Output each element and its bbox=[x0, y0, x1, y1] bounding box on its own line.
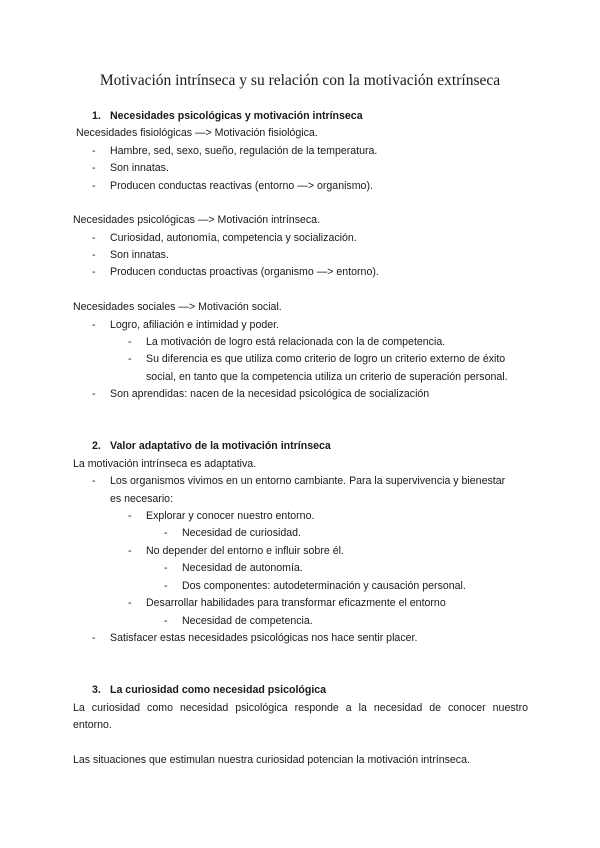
list-item: Producen conductas reactivas (entorno —> organismo). bbox=[110, 180, 373, 192]
dash-bullet: - bbox=[164, 580, 168, 592]
dash-bullet: - bbox=[92, 180, 96, 192]
dash-bullet: - bbox=[92, 162, 96, 174]
sub-sub-list-item: Necesidad de competencia. bbox=[182, 615, 313, 627]
sub-sub-list-item: Dos componentes: autodeterminación y causación personal. bbox=[182, 580, 466, 592]
paragraph-line: La curiosidad como necesidad psicológica responde a la necesidad de conocer nuestro bbox=[73, 702, 528, 714]
list-item: Son innatas. bbox=[110, 249, 169, 261]
section-1-title: Necesidades psicológicas y motivación intrínseca bbox=[110, 110, 363, 122]
list-item: Hambre, sed, sexo, sueño, regulación de la temperatura. bbox=[110, 145, 378, 157]
dash-bullet: - bbox=[92, 145, 96, 157]
list-item: Producen conductas proactivas (organismo —> entorno). bbox=[110, 266, 379, 278]
sub-sub-list-item: Necesidad de curiosidad. bbox=[182, 527, 301, 539]
dash-bullet: - bbox=[128, 510, 132, 522]
paragraph-line: entorno. bbox=[73, 719, 112, 731]
dash-bullet: - bbox=[92, 232, 96, 244]
list-item: Los organismos vivimos en un entorno cambiante. Para la supervivencia y bienestar bbox=[110, 475, 506, 487]
sub-sub-list-item: Necesidad de autonomía. bbox=[182, 562, 303, 574]
section-1-heading bbox=[92, 108, 363, 126]
dash-bullet: - bbox=[92, 632, 96, 644]
dash-bullet: - bbox=[164, 615, 168, 627]
social-needs-intro: Necesidades sociales —> Motivación social. bbox=[73, 301, 282, 313]
list-item: Satisfacer estas necesidades psicológicas nos hace sentir placer. bbox=[110, 632, 418, 644]
psychological-needs-intro: Necesidades psicológicas —> Motivación intrínseca. bbox=[73, 214, 321, 226]
section-2-number: 2. bbox=[92, 440, 101, 452]
sub-list-item: Desarrollar habilidades para transformar eficazmente el entorno bbox=[146, 597, 446, 609]
list-item: Son aprendidas: nacen de la necesidad psicológica de socialización bbox=[110, 388, 430, 400]
paragraph: Las situaciones que estimulan nuestra curiosidad potencian la motivación intrínseca. bbox=[73, 754, 470, 766]
section-2-intro: La motivación intrínseca es adaptativa. bbox=[73, 458, 257, 470]
section-1-number: 1. bbox=[92, 110, 101, 122]
list-item: Logro, afiliación e intimidad y poder. bbox=[110, 319, 280, 331]
section-3-heading bbox=[92, 682, 326, 700]
dash-bullet: - bbox=[92, 249, 96, 261]
list-item-continuation: es necesario: bbox=[110, 493, 174, 505]
dash-bullet: - bbox=[92, 319, 96, 331]
list-item: Son innatas. bbox=[110, 162, 169, 174]
sub-list-item: Su diferencia es que utiliza como criterio de logro un criterio externo de éxito bbox=[146, 353, 506, 365]
dash-bullet: - bbox=[92, 388, 96, 400]
list-item: Curiosidad, autonomía, competencia y socialización. bbox=[110, 232, 357, 244]
sub-list-item-continuation: social, en tanto que la competencia utiliza un criterio de superación personal. bbox=[146, 371, 508, 383]
document-title: Motivación intrínseca y su relación con la motivación extrínseca bbox=[99, 72, 501, 89]
physiological-needs-intro: Necesidades fisiológicas —> Motivación fisiológica. bbox=[76, 127, 318, 139]
section-2-title: Valor adaptativo de la motivación intrínseca bbox=[110, 440, 331, 452]
section-3-title: La curiosidad como necesidad psicológica bbox=[110, 684, 327, 696]
dash-bullet: - bbox=[92, 475, 96, 487]
sub-list-item: Explorar y conocer nuestro entorno. bbox=[146, 510, 315, 522]
sub-list-item: La motivación de logro está relacionada con la de competencia. bbox=[146, 336, 446, 348]
section-3-number: 3. bbox=[92, 684, 101, 696]
dash-bullet: - bbox=[92, 266, 96, 278]
dash-bullet: - bbox=[128, 336, 132, 348]
dash-bullet: - bbox=[164, 527, 168, 539]
dash-bullet: - bbox=[128, 597, 132, 609]
sub-list-item: No depender del entorno e influir sobre él. bbox=[146, 545, 344, 557]
dash-bullet: - bbox=[128, 545, 132, 557]
dash-bullet: - bbox=[164, 562, 168, 574]
section-2-heading bbox=[92, 438, 331, 456]
dash-bullet: - bbox=[128, 353, 132, 365]
